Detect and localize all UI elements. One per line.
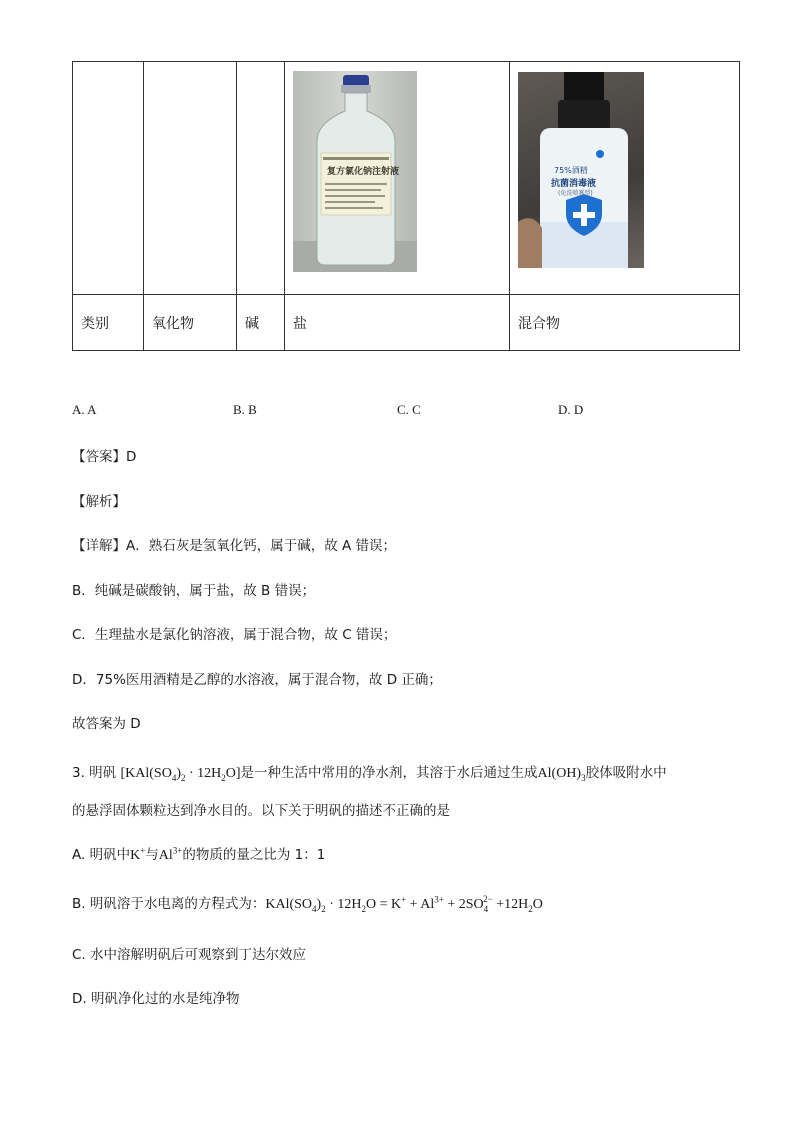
option-a: A. A xyxy=(72,402,97,417)
q3-option-b xyxy=(72,892,543,913)
answer-line: 【答案】D xyxy=(72,449,137,465)
q3-b-pre: B. 明矾溶于水电离的方程式为： xyxy=(72,896,266,912)
potassium-ion: K+ xyxy=(130,845,146,863)
empty-cell xyxy=(73,62,144,295)
q3-a-pre: A. 明矾中 xyxy=(72,847,131,863)
category-salt: 盐 xyxy=(285,295,510,351)
empty-cell xyxy=(144,62,237,295)
saline-bottle-photo xyxy=(293,71,417,272)
q3-tail: 胶体吸附水中 xyxy=(585,765,667,781)
saline-bottle-label: 复方氯化钠注射液 xyxy=(327,167,400,177)
q3-lead: 3. 明矾 xyxy=(72,765,117,781)
detail-line-1: 【详解】A．熟石灰是氢氧化钙，属于碱，故 A 错误； xyxy=(72,538,397,554)
detail-line-3: C．生理盐水是氯化钠溶液，属于混合物，故 C 错误； xyxy=(72,627,397,643)
category-row xyxy=(73,295,740,351)
aluminum-hydroxide-formula: $Al(OH)_3$ xyxy=(537,766,586,783)
q3-a-mid: 与 xyxy=(145,847,159,863)
aluminum-ion: $Al^{3+}$ xyxy=(158,845,183,863)
q3-mid: 是一种生活中常用的净水剂，其溶于水后通过生成 xyxy=(240,765,538,781)
option-b: B. B xyxy=(233,402,257,417)
ionization-equation: $KAl(SO_4)_2 \cdot 12H_2O = K^+ + Al^{3+} + 2SO_4^{2-} +12H_2O$ xyxy=(265,894,543,914)
q3-option-c: C. 水中溶解明矾后可观察到丁达尔效应 xyxy=(72,947,307,963)
spray-label-line3: (免洗喷雾型) xyxy=(558,190,593,197)
category-label: 类别 xyxy=(73,295,144,351)
analysis-title: 【解析】 xyxy=(72,494,126,510)
detail-line-2: B．纯碱是碳酸钠，属于盐，故 B 错误； xyxy=(72,583,316,599)
q3-a-post: 的物质的量之比为 1：1 xyxy=(182,847,326,863)
question-3-line-2: 的悬浮固体颗粒达到净水目的。以下关于明矾的描述不正确的是 xyxy=(72,803,450,819)
spray-bottle-photo xyxy=(518,72,644,268)
spray-label-line2: 抗菌消毒液 xyxy=(551,179,597,189)
q3-option-a xyxy=(72,843,325,864)
option-d: D. D xyxy=(558,402,584,417)
question-3-line-1 xyxy=(72,761,667,782)
alum-formula: $[KAl(SO_4)_2 \cdot 12H_2O]$ xyxy=(120,766,241,783)
category-mixture: 混合物 xyxy=(510,295,740,351)
option-c: C. C xyxy=(397,402,421,417)
q3-option-d: D. 明矾净化过的水是纯净物 xyxy=(72,991,240,1007)
empty-cell xyxy=(237,62,285,295)
detail-line-4: D．75%医用酒精是乙醇的水溶液，属于混合物，故 D 正确； xyxy=(72,672,442,688)
spray-label-line1: 75%酒精 xyxy=(554,166,588,175)
category-base: 碱 xyxy=(237,295,285,351)
category-oxide: 氧化物 xyxy=(144,295,237,351)
detail-line-5: 故答案为 D xyxy=(72,716,141,732)
